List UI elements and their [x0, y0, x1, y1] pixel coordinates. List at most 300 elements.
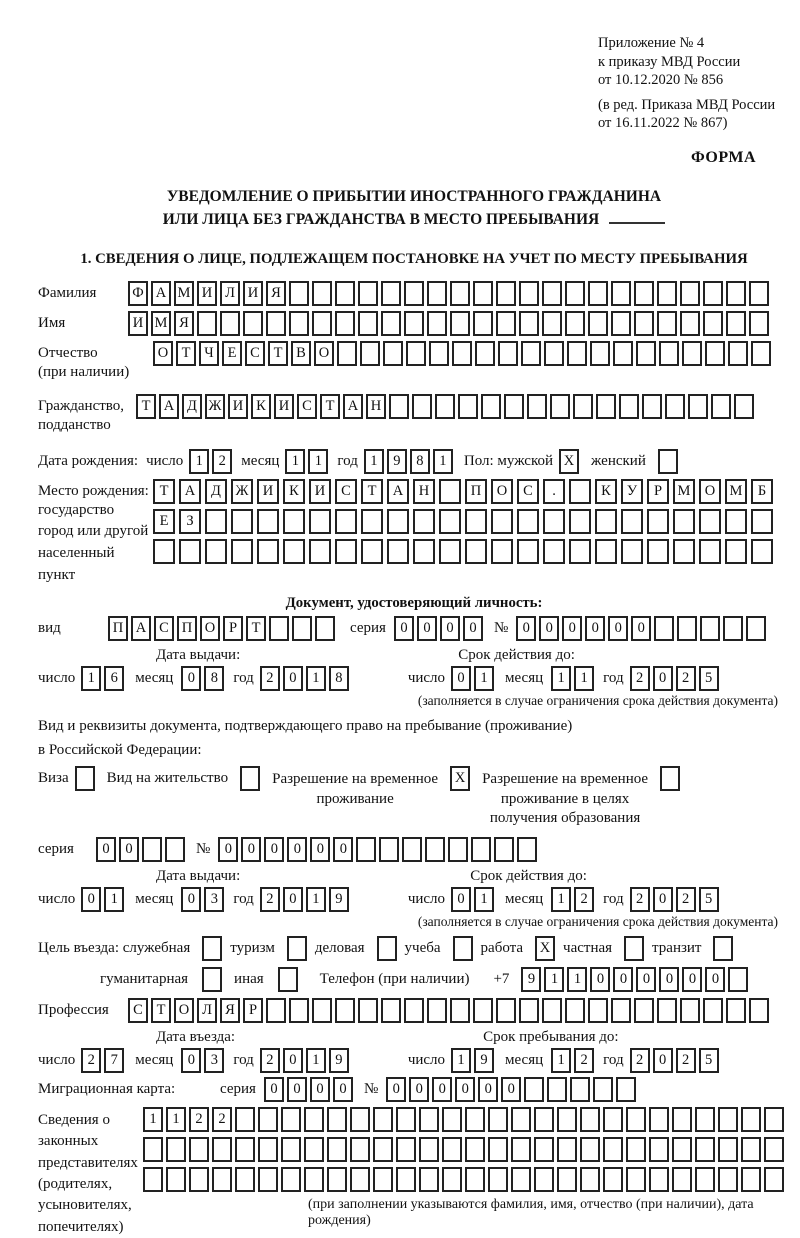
cell[interactable]: 2 — [81, 1048, 101, 1073]
cell[interactable]: А — [131, 616, 151, 641]
cell[interactable] — [471, 837, 491, 862]
surname-cells[interactable] — [128, 281, 772, 306]
cell[interactable]: 0 — [287, 837, 307, 862]
cell[interactable] — [565, 311, 585, 336]
cell[interactable] — [680, 998, 700, 1023]
cell[interactable]: 1 — [451, 1048, 471, 1073]
cell[interactable] — [764, 1167, 784, 1192]
cell[interactable] — [442, 1167, 462, 1192]
cell[interactable] — [465, 539, 487, 564]
cell[interactable]: О — [200, 616, 220, 641]
cell[interactable] — [450, 311, 470, 336]
cell[interactable] — [235, 1167, 255, 1192]
cell[interactable]: Б — [751, 479, 773, 504]
cell[interactable]: 0 — [409, 1077, 429, 1102]
cell[interactable] — [534, 1107, 554, 1132]
cell[interactable] — [565, 281, 585, 306]
cell[interactable]: 9 — [329, 1048, 349, 1073]
cell[interactable] — [266, 998, 286, 1023]
cell[interactable]: 0 — [653, 666, 673, 691]
cell[interactable]: 0 — [264, 837, 284, 862]
cell[interactable]: Р — [243, 998, 263, 1023]
cell[interactable]: 2 — [260, 887, 280, 912]
cell[interactable] — [257, 509, 279, 534]
cell[interactable] — [465, 1167, 485, 1192]
cell[interactable] — [243, 311, 263, 336]
cell[interactable] — [569, 539, 591, 564]
cell[interactable]: 0 — [241, 837, 261, 862]
entry-month[interactable] — [181, 1048, 227, 1073]
cell[interactable] — [419, 1137, 439, 1162]
cell[interactable] — [235, 1137, 255, 1162]
cell[interactable]: 1 — [551, 887, 571, 912]
representatives-cells-row1[interactable] — [143, 1107, 790, 1132]
cell[interactable]: 0 — [333, 837, 353, 862]
cell[interactable] — [143, 1167, 163, 1192]
cell[interactable] — [672, 1137, 692, 1162]
migcard-series-cells[interactable] — [264, 1077, 356, 1102]
cell[interactable] — [682, 341, 702, 366]
cell[interactable] — [356, 837, 376, 862]
cell[interactable]: 0 — [539, 616, 559, 641]
doc-expiry-year[interactable] — [630, 666, 722, 691]
cell[interactable]: 1 — [81, 666, 101, 691]
cell[interactable]: П — [465, 479, 487, 504]
cell[interactable] — [465, 509, 487, 534]
cell[interactable] — [473, 998, 493, 1023]
cell[interactable] — [542, 311, 562, 336]
cell[interactable]: И — [228, 394, 248, 419]
cell[interactable]: 2 — [630, 887, 650, 912]
doc-number-cells[interactable] — [516, 616, 769, 641]
cell[interactable] — [649, 1137, 669, 1162]
doc-issue-day[interactable] — [81, 666, 127, 691]
cell[interactable]: Ф — [128, 281, 148, 306]
cell[interactable] — [473, 281, 493, 306]
cell[interactable] — [695, 1107, 715, 1132]
cell[interactable]: 0 — [451, 887, 471, 912]
cell[interactable]: 9 — [329, 887, 349, 912]
residence-permit-checkbox[interactable] — [240, 766, 260, 791]
cell[interactable]: 0 — [181, 666, 201, 691]
patronymic-cells[interactable] — [153, 341, 774, 366]
sex-male-checkbox[interactable]: X — [559, 449, 579, 474]
cell[interactable]: 0 — [310, 1077, 330, 1102]
cell[interactable] — [741, 1137, 761, 1162]
cell[interactable] — [360, 341, 380, 366]
cell[interactable] — [404, 311, 424, 336]
birthplace-cells-row3[interactable] — [153, 539, 777, 564]
doc-series-cells[interactable] — [394, 616, 486, 641]
cell[interactable] — [547, 1077, 567, 1102]
cell[interactable] — [439, 539, 461, 564]
cell[interactable]: О — [699, 479, 721, 504]
cell[interactable] — [373, 1167, 393, 1192]
cell[interactable]: 0 — [181, 887, 201, 912]
cell[interactable]: 2 — [212, 449, 232, 474]
cell[interactable] — [231, 539, 253, 564]
resdoc-issue-year[interactable] — [260, 887, 352, 912]
doc-type-cells[interactable] — [108, 616, 338, 641]
cell[interactable]: 3 — [204, 887, 224, 912]
cell[interactable]: З — [179, 509, 201, 534]
cell[interactable]: Т — [136, 394, 156, 419]
cell[interactable] — [429, 341, 449, 366]
cell[interactable]: 0 — [394, 616, 414, 641]
cell[interactable]: 1 — [544, 967, 564, 992]
cell[interactable] — [327, 1167, 347, 1192]
cell[interactable] — [726, 311, 746, 336]
cell[interactable] — [657, 311, 677, 336]
birthplace-cells-row2[interactable] — [153, 509, 777, 534]
cell[interactable] — [642, 394, 662, 419]
cell[interactable]: М — [151, 311, 171, 336]
cell[interactable] — [396, 1137, 416, 1162]
cell[interactable] — [381, 998, 401, 1023]
cell[interactable] — [258, 1167, 278, 1192]
cell[interactable]: 0 — [682, 967, 702, 992]
cell[interactable] — [764, 1137, 784, 1162]
cell[interactable] — [496, 281, 516, 306]
cell[interactable] — [166, 1167, 186, 1192]
cell[interactable] — [289, 281, 309, 306]
cell[interactable] — [383, 341, 403, 366]
cell[interactable]: 0 — [432, 1077, 452, 1102]
cell[interactable] — [179, 539, 201, 564]
cell[interactable]: Е — [222, 341, 242, 366]
purpose-official-checkbox[interactable] — [202, 936, 222, 961]
cell[interactable]: К — [251, 394, 271, 419]
cell[interactable] — [751, 539, 773, 564]
cell[interactable]: О — [314, 341, 334, 366]
cell[interactable] — [452, 341, 472, 366]
cell[interactable] — [580, 1107, 600, 1132]
cell[interactable]: М — [174, 281, 194, 306]
cell[interactable] — [413, 539, 435, 564]
cell[interactable] — [534, 1167, 554, 1192]
cell[interactable]: 1 — [567, 967, 587, 992]
cell[interactable]: Н — [413, 479, 435, 504]
cell[interactable] — [491, 509, 513, 534]
cell[interactable] — [494, 837, 514, 862]
cell[interactable] — [266, 311, 286, 336]
cell[interactable] — [350, 1107, 370, 1132]
cell[interactable] — [511, 1107, 531, 1132]
cell[interactable]: 6 — [104, 666, 124, 691]
cell[interactable] — [450, 998, 470, 1023]
cell[interactable]: 8 — [329, 666, 349, 691]
cell[interactable]: Т — [151, 998, 171, 1023]
cell[interactable]: 0 — [310, 837, 330, 862]
cell[interactable] — [205, 539, 227, 564]
cell[interactable]: 1 — [551, 666, 571, 691]
cell[interactable] — [496, 998, 516, 1023]
cell[interactable]: 5 — [699, 1048, 719, 1073]
cell[interactable]: П — [108, 616, 128, 641]
cell[interactable] — [143, 1137, 163, 1162]
cell[interactable]: С — [245, 341, 265, 366]
cell[interactable]: Е — [153, 509, 175, 534]
entry-day[interactable] — [81, 1048, 127, 1073]
cell[interactable]: 0 — [455, 1077, 475, 1102]
stay-day[interactable] — [451, 1048, 497, 1073]
purpose-other-checkbox[interactable] — [278, 967, 298, 992]
cell[interactable]: Я — [220, 998, 240, 1023]
cell[interactable]: 0 — [96, 837, 116, 862]
cell[interactable]: 0 — [501, 1077, 521, 1102]
cell[interactable]: 0 — [440, 616, 460, 641]
cell[interactable] — [189, 1167, 209, 1192]
purpose-private-checkbox[interactable] — [624, 936, 644, 961]
cell[interactable]: О — [491, 479, 513, 504]
cell[interactable] — [235, 1107, 255, 1132]
cell[interactable] — [626, 1137, 646, 1162]
cell[interactable] — [205, 509, 227, 534]
cell[interactable] — [442, 1137, 462, 1162]
cell[interactable] — [542, 998, 562, 1023]
cell[interactable]: О — [174, 998, 194, 1023]
cell[interactable] — [165, 837, 185, 862]
cell[interactable]: 2 — [574, 887, 594, 912]
cell[interactable] — [289, 311, 309, 336]
cell[interactable]: И — [197, 281, 217, 306]
cell[interactable]: И — [128, 311, 148, 336]
cell[interactable] — [404, 281, 424, 306]
cell[interactable]: 1 — [166, 1107, 186, 1132]
cell[interactable] — [636, 341, 656, 366]
cell[interactable]: 2 — [630, 1048, 650, 1073]
cell[interactable]: 0 — [283, 666, 303, 691]
cell[interactable] — [361, 509, 383, 534]
cell[interactable] — [381, 281, 401, 306]
cell[interactable] — [726, 998, 746, 1023]
birth-month-cells[interactable] — [285, 449, 331, 474]
cell[interactable]: А — [179, 479, 201, 504]
citizenship-cells[interactable] — [136, 394, 757, 419]
purpose-humanitarian-checkbox[interactable] — [202, 967, 222, 992]
cell[interactable]: К — [283, 479, 305, 504]
cell[interactable] — [751, 341, 771, 366]
cell[interactable] — [718, 1167, 738, 1192]
cell[interactable] — [595, 539, 617, 564]
cell[interactable] — [465, 1107, 485, 1132]
cell[interactable] — [304, 1167, 324, 1192]
cell[interactable] — [402, 837, 422, 862]
cell[interactable] — [580, 1137, 600, 1162]
cell[interactable] — [387, 539, 409, 564]
cell[interactable]: Т — [268, 341, 288, 366]
doc-issue-year[interactable] — [260, 666, 352, 691]
cell[interactable] — [626, 1167, 646, 1192]
cell[interactable] — [396, 1107, 416, 1132]
cell[interactable] — [396, 1167, 416, 1192]
cell[interactable] — [448, 837, 468, 862]
cell[interactable] — [153, 539, 175, 564]
cell[interactable] — [258, 1137, 278, 1162]
cell[interactable] — [703, 311, 723, 336]
cell[interactable] — [491, 539, 513, 564]
cell[interactable] — [603, 1137, 623, 1162]
cell[interactable] — [726, 281, 746, 306]
cell[interactable] — [649, 1167, 669, 1192]
cell[interactable] — [481, 394, 501, 419]
cell[interactable]: Н — [366, 394, 386, 419]
cell[interactable] — [616, 1077, 636, 1102]
cell[interactable] — [657, 281, 677, 306]
resdoc-issue-month[interactable] — [181, 887, 227, 912]
cell[interactable] — [677, 616, 697, 641]
cell[interactable]: Л — [220, 281, 240, 306]
cell[interactable]: 8 — [204, 666, 224, 691]
cell[interactable]: 3 — [204, 1048, 224, 1073]
cell[interactable] — [672, 1107, 692, 1132]
cell[interactable] — [728, 967, 748, 992]
cell[interactable] — [292, 616, 312, 641]
cell[interactable] — [680, 311, 700, 336]
cell[interactable] — [337, 341, 357, 366]
cell[interactable] — [647, 539, 669, 564]
cell[interactable] — [142, 837, 162, 862]
cell[interactable] — [705, 341, 725, 366]
cell[interactable] — [413, 509, 435, 534]
cell[interactable] — [718, 1137, 738, 1162]
cell[interactable] — [695, 1137, 715, 1162]
cell[interactable] — [749, 998, 769, 1023]
cell[interactable] — [603, 1107, 623, 1132]
cell[interactable]: 1 — [433, 449, 453, 474]
cell[interactable] — [542, 281, 562, 306]
cell[interactable]: 9 — [521, 967, 541, 992]
cell[interactable]: Я — [266, 281, 286, 306]
cell[interactable]: Ж — [231, 479, 253, 504]
cell[interactable]: В — [291, 341, 311, 366]
cell[interactable] — [358, 998, 378, 1023]
cell[interactable]: С — [297, 394, 317, 419]
cell[interactable]: 7 — [104, 1048, 124, 1073]
cell[interactable] — [427, 281, 447, 306]
cell[interactable] — [350, 1137, 370, 1162]
cell[interactable] — [613, 341, 633, 366]
cell[interactable] — [746, 616, 766, 641]
cell[interactable] — [657, 998, 677, 1023]
cell[interactable]: 2 — [260, 1048, 280, 1073]
cell[interactable] — [749, 311, 769, 336]
cell[interactable] — [488, 1107, 508, 1132]
cell[interactable] — [611, 281, 631, 306]
cell[interactable]: А — [343, 394, 363, 419]
cell[interactable] — [700, 616, 720, 641]
cell[interactable] — [488, 1137, 508, 1162]
cell[interactable]: 5 — [699, 666, 719, 691]
profession-cells[interactable] — [128, 998, 772, 1023]
cell[interactable] — [327, 1107, 347, 1132]
cell[interactable]: . — [543, 479, 565, 504]
resdoc-series-cells[interactable] — [96, 837, 188, 862]
cell[interactable] — [450, 281, 470, 306]
cell[interactable] — [595, 509, 617, 534]
cell[interactable] — [304, 1107, 324, 1132]
resdoc-issue-day[interactable] — [81, 887, 127, 912]
purpose-work-checkbox[interactable]: X — [535, 936, 555, 961]
cell[interactable]: 2 — [189, 1107, 209, 1132]
cell[interactable] — [212, 1167, 232, 1192]
cell[interactable]: О — [153, 341, 173, 366]
cell[interactable]: Ж — [205, 394, 225, 419]
cell[interactable]: 1 — [143, 1107, 163, 1132]
cell[interactable] — [258, 1107, 278, 1132]
birthplace-cells-row1[interactable] — [153, 479, 777, 504]
cell[interactable] — [387, 509, 409, 534]
cell[interactable] — [419, 1107, 439, 1132]
cell[interactable]: И — [257, 479, 279, 504]
cell[interactable] — [634, 998, 654, 1023]
cell[interactable]: Р — [647, 479, 669, 504]
cell[interactable] — [496, 311, 516, 336]
cell[interactable]: М — [673, 479, 695, 504]
cell[interactable]: 0 — [81, 887, 101, 912]
cell[interactable]: 0 — [613, 967, 633, 992]
cell[interactable]: Т — [176, 341, 196, 366]
cell[interactable] — [517, 509, 539, 534]
cell[interactable] — [425, 837, 445, 862]
cell[interactable]: И — [274, 394, 294, 419]
cell[interactable]: 2 — [574, 1048, 594, 1073]
cell[interactable]: 9 — [387, 449, 407, 474]
cell[interactable] — [725, 509, 747, 534]
cell[interactable]: П — [177, 616, 197, 641]
visa-checkbox[interactable] — [75, 766, 95, 791]
cell[interactable]: 1 — [551, 1048, 571, 1073]
cell[interactable]: 1 — [306, 887, 326, 912]
firstname-cells[interactable] — [128, 311, 772, 336]
cell[interactable]: 0 — [283, 1048, 303, 1073]
cell[interactable]: 1 — [104, 887, 124, 912]
cell[interactable] — [373, 1107, 393, 1132]
cell[interactable] — [588, 311, 608, 336]
representatives-cells-row3[interactable] — [143, 1167, 790, 1192]
cell[interactable] — [672, 1167, 692, 1192]
cell[interactable] — [283, 539, 305, 564]
doc-expiry-day[interactable] — [451, 666, 497, 691]
cell[interactable] — [473, 311, 493, 336]
cell[interactable] — [358, 311, 378, 336]
cell[interactable] — [588, 998, 608, 1023]
birth-day-cells[interactable] — [189, 449, 235, 474]
cell[interactable] — [569, 479, 591, 504]
cell[interactable] — [699, 539, 721, 564]
sex-female-checkbox[interactable] — [658, 449, 678, 474]
cell[interactable] — [404, 998, 424, 1023]
cell[interactable] — [649, 1107, 669, 1132]
cell[interactable] — [593, 1077, 613, 1102]
cell[interactable]: С — [154, 616, 174, 641]
cell[interactable] — [519, 281, 539, 306]
cell[interactable]: У — [621, 479, 643, 504]
cell[interactable] — [517, 539, 539, 564]
cell[interactable]: 0 — [636, 967, 656, 992]
cell[interactable] — [665, 394, 685, 419]
cell[interactable]: 2 — [676, 887, 696, 912]
cell[interactable]: И — [243, 281, 263, 306]
stay-month[interactable] — [551, 1048, 597, 1073]
cell[interactable] — [315, 616, 335, 641]
cell[interactable] — [634, 311, 654, 336]
cell[interactable] — [381, 311, 401, 336]
cell[interactable]: Т — [246, 616, 266, 641]
cell[interactable]: С — [335, 479, 357, 504]
cell[interactable] — [570, 1077, 590, 1102]
cell[interactable] — [427, 998, 447, 1023]
